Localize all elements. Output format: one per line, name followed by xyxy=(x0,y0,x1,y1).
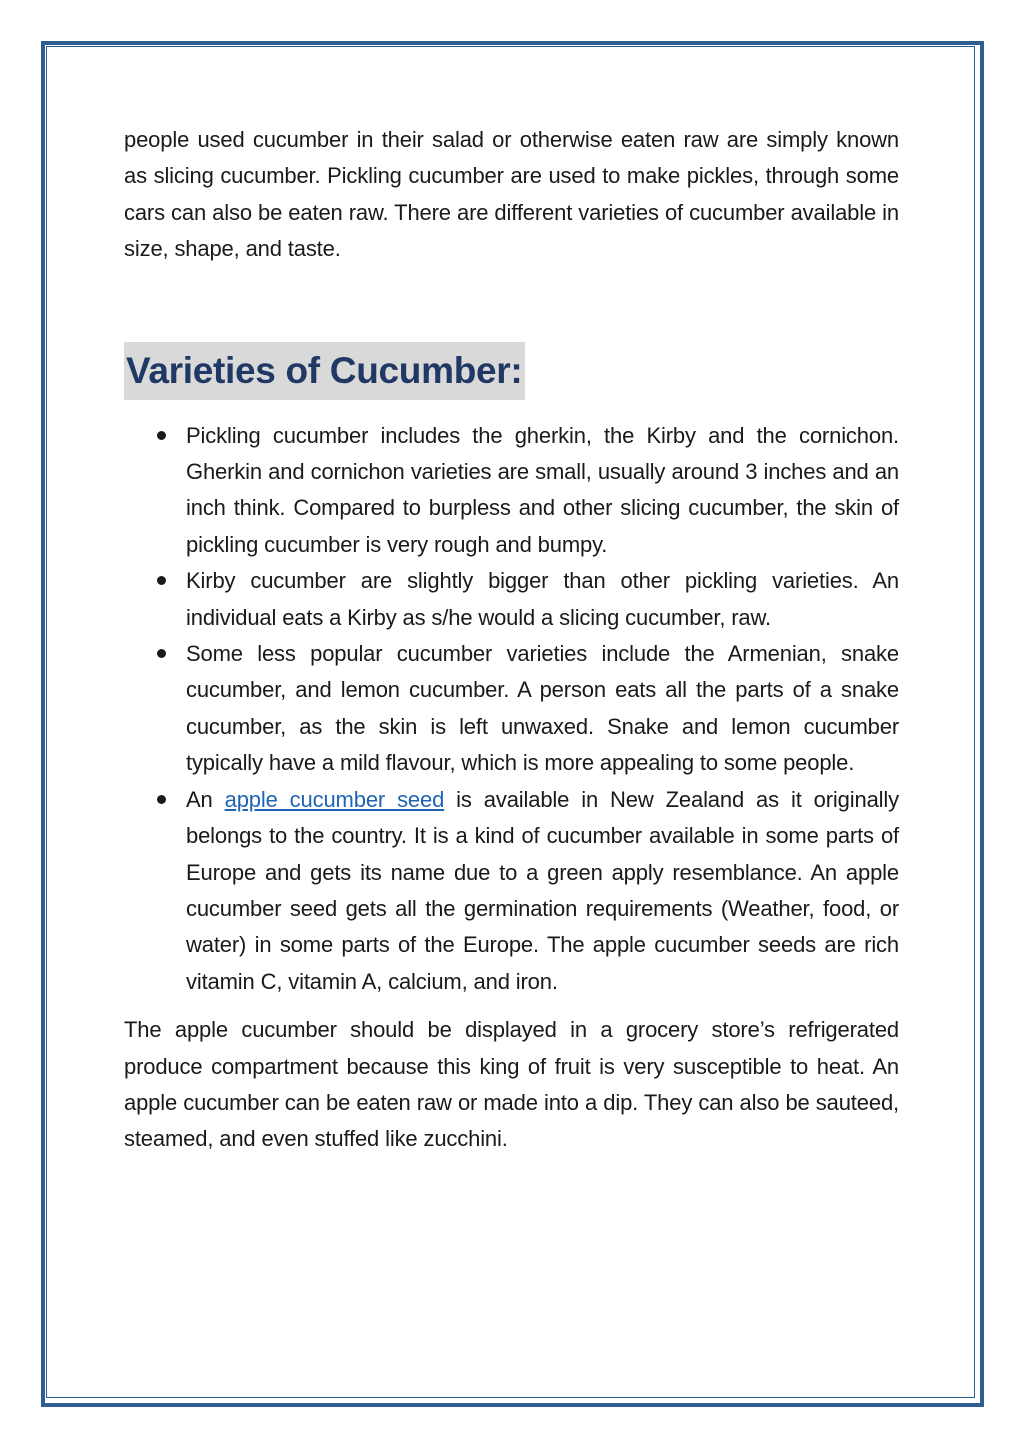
apple-cucumber-seed-link[interactable]: apple cucumber seed xyxy=(224,786,445,812)
list-item-text: Pickling cucumber includes the gherkin, the Kirby and the cornichon. Gherkin and cornichon varieties are small, usually around 3 inches and an inch think. Compared to burpless and other slicing cucumber, the skin of pickling cucumber is very rough and bumpy. xyxy=(186,422,899,557)
list-item-text: Kirby cucumber are slightly bigger than other pickling varieties. An individual eats a Kirby as s/he would a slicing cucumber, raw. xyxy=(186,568,899,630)
list-item-text xyxy=(186,782,899,1000)
list-item-suffix: is available in New Zealand as it originally belongs to the country. It is a kind of cucumber available in some parts of Europe and gets its name due to a green apply resemblance. An apple cucumber seed gets all the germination requirements (Weather, food, or water) in some parts of the Europe. The apple cucumber seeds are rich vitamin C, vitamin A, calcium, and iron. xyxy=(186,786,899,994)
bullet-icon xyxy=(157,576,166,585)
list-item xyxy=(124,782,899,1000)
outro-paragraph: The apple cucumber should be displayed in a grocery store’s refrigerated produce compartment because this king of fruit is very susceptible to heat. An apple cucumber can be eaten raw or made into a dip. They can also be sauteed, steamed, and even stuffed like zucchini. xyxy=(124,1017,899,1152)
list-item-text: Some less popular cucumber varieties include the Armenian, snake cucumber, and lemon cucumber. A person eats all the parts of a snake cucumber, as the skin is left unwaxed. Snake and lemon cucumber typically have a mild flavour, which is more appealing to some people. xyxy=(186,641,899,776)
list-item xyxy=(124,636,899,782)
section-heading-wrap xyxy=(124,342,899,400)
document-body xyxy=(124,122,899,1158)
varieties-list xyxy=(124,418,899,1001)
section-heading: Varieties of Cucumber: xyxy=(124,342,525,400)
bullet-icon xyxy=(157,795,166,804)
bullet-icon xyxy=(157,649,166,658)
list-item-prefix: An xyxy=(186,786,225,812)
list-item xyxy=(124,563,899,636)
bullet-icon xyxy=(157,431,166,440)
intro-paragraph: people used cucumber in their salad or otherwise eaten raw are simply known as slicing cucumber. Pickling cucumber are used to make pickles, through some cars can also be eaten raw. There are different varieties of cucumber available in size, shape, and taste. xyxy=(124,127,899,262)
list-item xyxy=(124,418,899,564)
